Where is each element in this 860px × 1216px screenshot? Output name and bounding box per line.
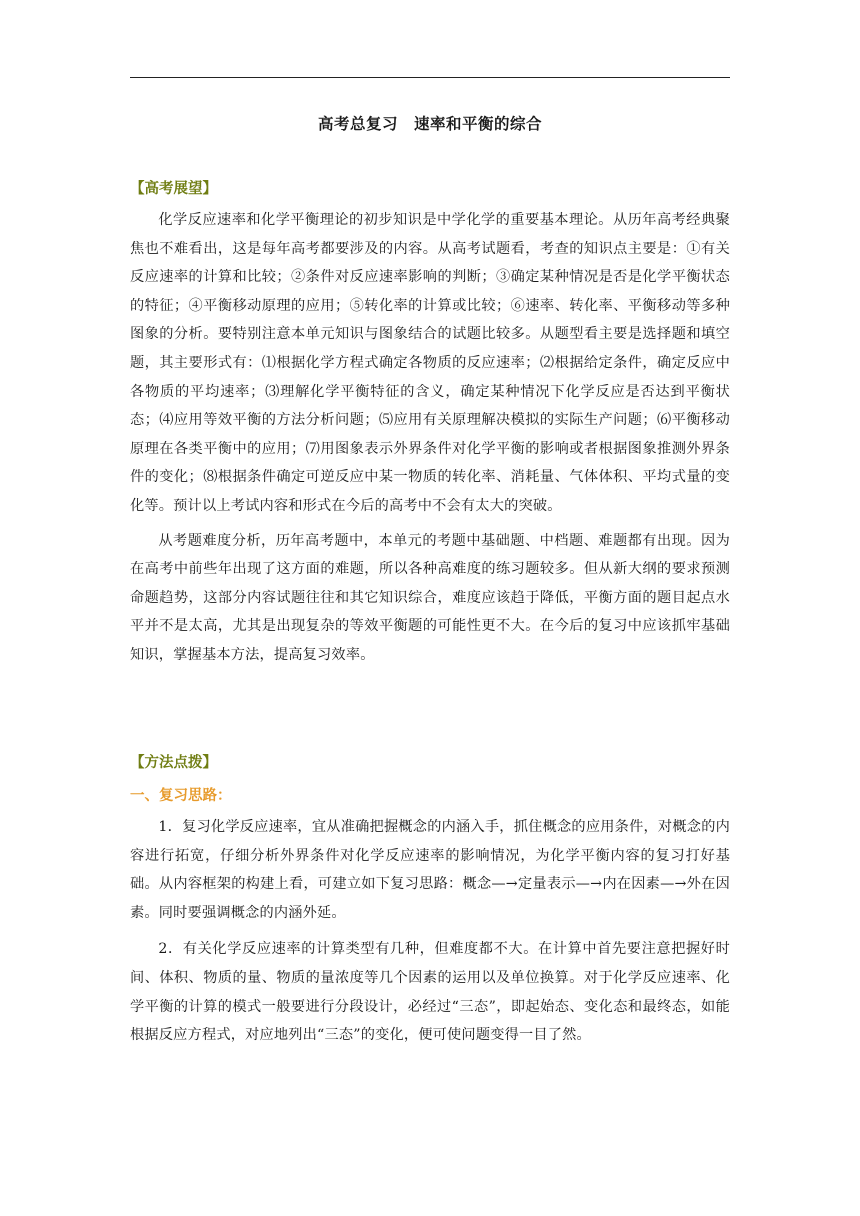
- page-title: 高考总复习 速率和平衡的综合: [317, 115, 542, 133]
- section-heading-outlook: 【高考展望】: [130, 181, 217, 197]
- header-rule: [130, 77, 730, 78]
- paragraph-outlook-1: 化学反应速率和化学平衡理论的初步知识是中学化学的重要基本理论。从历年高考经典聚焦也不难看出，这是每年高考都要涉及的内容。从高考试题看，考查的知识点主要是：①有关反应速率的计算和比较；②条件对反应速率影响的判断；③确定某种情况是否是化学平衡状态的特征；④平衡移动原理的应用；⑤转化率的计算或比较；⑥速率、转化率、平衡移动等多种图象的分析。要特别注意本单元知识与图象结合的试题比较多。从题型看主要是选择题和填空题，其主要形式有：⑴根据化学方程式确定各物质的反应速率；⑵根据给定条件，确定反应中各物质的平均速率；⑶理解化学平衡特征的含义，确定某种情况下化学反应是否达到平衡状态；⑷应用等效平衡的方法分析问题；⑸应用有关原理解决模拟的实际生产问题；⑹平衡移动原理在各类平衡中的应用；⑺用图象表示外界条件对化学平衡的影响或者根据图象推测外界条件的变化；⑻根据条件确定可逆反应中某一物质的转化率、消耗量、气体体积、平均式量的变化等。预计以上考试内容和形式在今后的高考中不会有太大的突破。: [130, 212, 730, 514]
- paragraph-method-1: 1．复习化学反应速率，宜从准确把握概念的内涵入手，抓住概念的应用条件，对概念的内容进行拓宽，仔细分析外界条件对化学反应速率的影响情况，为化学平衡内容的复习打好基础。从内容框架的构建上看，可建立如下复习思路：概念—→定量表示—→内在因素—→外在因素。同时要强调概念的内涵外延。: [130, 819, 730, 921]
- subheading-review-approach: 一、复习思路：: [130, 788, 232, 804]
- paragraph-outlook-2: 从考题难度分析，历年高考题中，本单元的考题中基础题、中档题、难题都有出现。因为在高考中前些年出现了这方面的难题，所以各种高难度的练习题较多。但从新大纲的要求预测命题趋势，这部分内容试题往往和其它知识综合，难度应该趋于降低，平衡方面的题目起点水平并不是太高，尤其是出现复杂的等效平衡题的可能性更不大。在今后的复习中应该抓牢基础知识，掌握基本方法，提高复习效率。: [130, 532, 730, 663]
- paragraph-method-2: 2．有关化学反应速率的计算类型有几种，但难度都不大。在计算中首先要注意把握好时间、体积、物质的量、物质的量浓度等几个因素的运用以及单位换算。对于化学反应速率、化学平衡的计算的模式一般要进行分段设计，必经过“三态”，即起始态、变化态和最终态，如能根据反应方程式，对应地列出“三态”的变化，便可使问题变得一目了然。: [130, 941, 730, 1044]
- section-method: [130, 751, 730, 1050]
- section-heading-method: 【方法点拨】: [130, 755, 217, 771]
- section-outlook: [130, 177, 730, 670]
